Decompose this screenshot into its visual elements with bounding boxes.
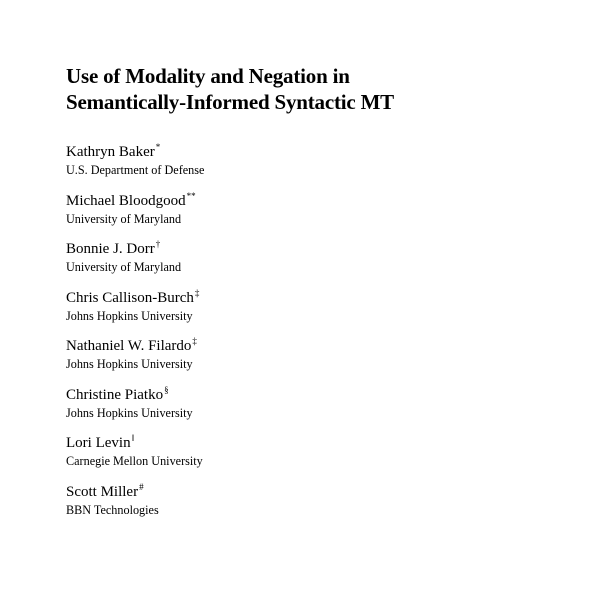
author-affiliation: Johns Hopkins University <box>66 405 193 420</box>
author-name-line <box>66 434 546 453</box>
author-footnote-mark: ‡ <box>192 336 197 346</box>
paper-title <box>66 63 546 115</box>
author-entry <box>66 192 546 241</box>
author-footnote-mark: ‡ <box>194 287 200 298</box>
author-affiliation: University of Maryland <box>66 260 182 274</box>
author-name: Scott Miller <box>66 483 139 500</box>
author-entry <box>66 240 546 289</box>
title-line-1: Use of Modality and Negation in <box>66 64 350 88</box>
author-name-line <box>66 483 546 502</box>
author-affiliation: Johns Hopkins University <box>66 357 193 371</box>
author-name-line <box>66 386 546 405</box>
author-name: Bonnie J. Dorr <box>66 241 155 257</box>
author-entry <box>66 434 546 483</box>
author-name-line <box>66 289 546 308</box>
author-footnote-mark: # <box>139 481 144 492</box>
author-entry <box>66 289 546 338</box>
author-name: Chris Callison-Burch <box>66 289 194 306</box>
author-name-line <box>66 192 546 211</box>
author-footnote-mark: § <box>164 384 169 395</box>
author-entry <box>66 337 546 386</box>
author-name: Christine Piatko <box>66 386 164 403</box>
author-affiliation: Carnegie Mellon University <box>66 454 203 468</box>
author-name: Lori Levin <box>66 435 131 451</box>
author-name: Nathaniel W. Filardo <box>66 338 192 354</box>
author-entry <box>66 483 546 532</box>
author-list <box>66 143 546 531</box>
author-entry <box>66 386 546 435</box>
author-footnote-mark: ** <box>186 190 196 201</box>
author-name: Kathryn Baker <box>66 144 155 160</box>
author-name: Michael Bloodgood <box>66 192 186 209</box>
author-footnote-mark: † <box>155 239 161 249</box>
author-entry <box>66 143 546 192</box>
author-affiliation: University of Maryland <box>66 211 182 226</box>
author-name-line <box>66 240 546 259</box>
title-line-2: Semantically-Informed Syntactic MT <box>66 90 394 114</box>
author-name-line <box>66 143 546 162</box>
author-footnote-mark: ‖ <box>131 433 135 443</box>
author-name-line <box>66 337 546 356</box>
author-affiliation: Johns Hopkins University <box>66 308 193 323</box>
author-affiliation: BBN Technologies <box>66 502 159 517</box>
author-footnote-mark: * <box>155 142 161 152</box>
author-affiliation: U.S. Department of Defense <box>66 163 205 177</box>
